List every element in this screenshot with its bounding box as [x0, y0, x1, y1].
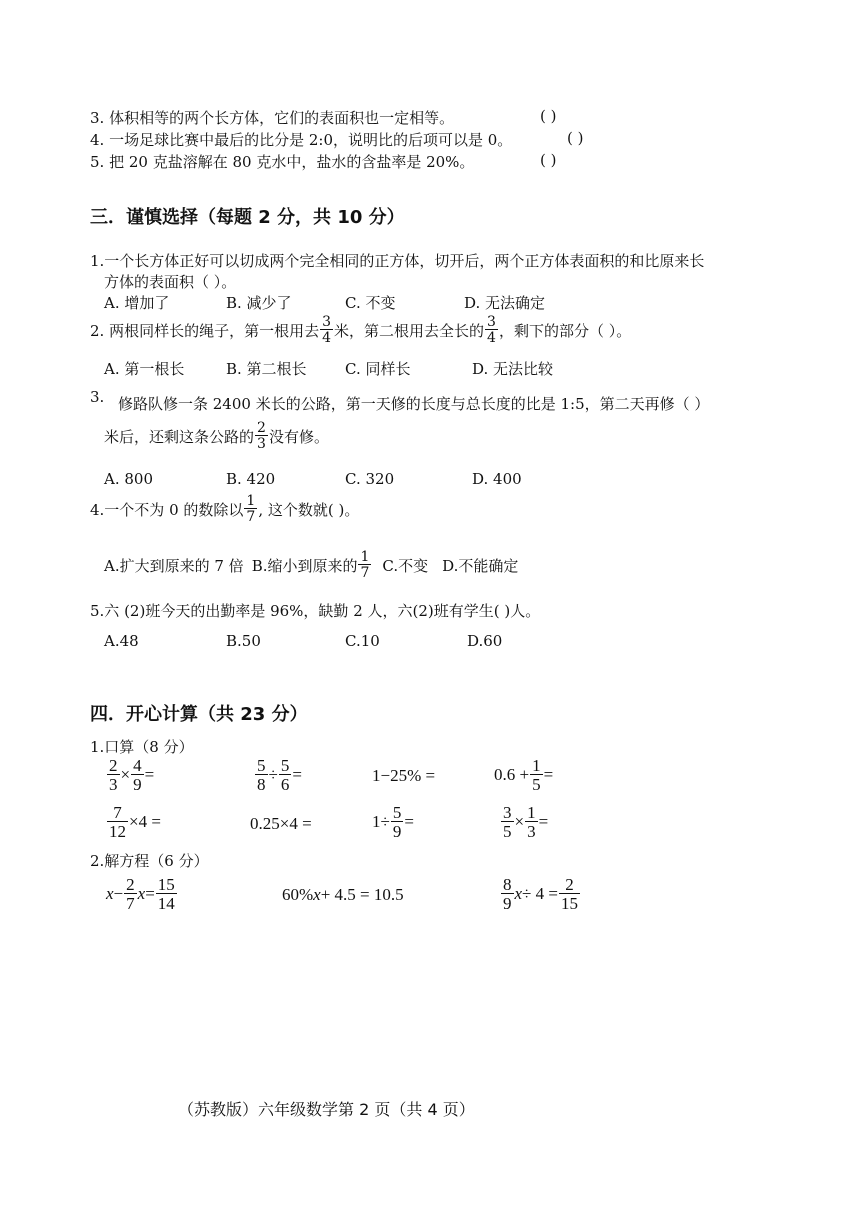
- oral-item-g-pre: 1÷: [372, 812, 390, 831]
- numerator: 7: [113, 803, 122, 822]
- variable: x: [137, 884, 146, 903]
- fraction: [501, 876, 514, 912]
- denominator: 3: [527, 822, 536, 841]
- fraction: [525, 804, 538, 840]
- denominator: 14: [157, 894, 175, 913]
- denominator: 4: [487, 330, 496, 346]
- q5-option-b[interactable]: B.50: [226, 632, 261, 650]
- q5-option-d[interactable]: D.60: [467, 632, 503, 650]
- q3-option-a[interactable]: A. 800: [104, 470, 153, 488]
- equals: =: [543, 765, 554, 784]
- operator: ×: [120, 765, 131, 784]
- q3-pre2: 米后，还剩这条公路的: [104, 427, 255, 446]
- numerator: 3: [487, 314, 496, 330]
- q4-option-c[interactable]: C.不变: [382, 556, 429, 575]
- denominator: 5: [503, 822, 512, 841]
- q4-options: [104, 550, 518, 580]
- oral-item-a: [106, 757, 154, 793]
- numerator: 8: [503, 875, 512, 894]
- equals: =: [538, 812, 549, 831]
- fraction: [156, 876, 177, 912]
- q2-option-d[interactable]: D. 无法比较: [472, 360, 554, 378]
- q1-option-b[interactable]: B. 减少了: [226, 294, 292, 312]
- denominator: 5: [532, 775, 541, 794]
- tf-item-4: [90, 129, 512, 150]
- q4-stem: [90, 494, 359, 524]
- q2-option-b[interactable]: B. 第二根长: [226, 360, 307, 378]
- numerator: 5: [257, 756, 266, 775]
- equation-title: 2.解方程（6 分）: [90, 852, 209, 870]
- q3-post2: 没有修。: [268, 427, 329, 446]
- equation-2: [282, 885, 404, 905]
- numerator: 2: [126, 875, 135, 894]
- equals: =: [404, 812, 414, 831]
- section-3-title: 三．谨慎选择（每题 2 分，共 10 分）: [90, 207, 405, 228]
- fraction: [131, 757, 144, 793]
- numerator: 3: [322, 314, 332, 330]
- denominator: 3: [109, 775, 118, 794]
- page-footer: （苏教版）六年级数学第 2 页（共 4 页）: [178, 1100, 475, 1119]
- numerator: 1: [360, 549, 370, 565]
- numerator: 4: [133, 756, 142, 775]
- equals: =: [144, 765, 155, 784]
- equals: =: [145, 884, 155, 903]
- eq3-mid: ÷ 4 =: [522, 884, 558, 903]
- numerator: 3: [503, 803, 512, 822]
- numerator: 2: [257, 420, 266, 436]
- oral-item-b: [254, 757, 302, 793]
- denominator: 3: [257, 436, 266, 452]
- denominator: 15: [560, 894, 578, 913]
- fraction: [124, 876, 137, 912]
- tf-item-text: 5. 把 20 克盐溶解在 80 克水中，盐水的含盐率是 20%。: [90, 153, 475, 171]
- fraction: [559, 876, 580, 912]
- denominator: 8: [257, 775, 266, 794]
- q3-number: 3.: [90, 388, 105, 406]
- q4-option-a[interactable]: A.扩大到原来的 7 倍: [104, 556, 244, 575]
- fraction: [279, 757, 292, 793]
- q3-option-c[interactable]: C. 320: [345, 470, 395, 488]
- oral-calc-title: 1.口算（8 分）: [90, 738, 194, 756]
- fraction: [391, 804, 404, 840]
- numerator: 2: [109, 756, 118, 775]
- oral-item-e-post: ×4 =: [129, 812, 161, 831]
- q5-option-a[interactable]: A.48: [104, 632, 139, 650]
- numerator: 1: [246, 493, 256, 509]
- q3-fraction: [255, 421, 268, 451]
- equation-1: [106, 876, 178, 912]
- q3-line2: [104, 421, 329, 451]
- variable: x: [106, 884, 114, 903]
- tf-item-text: 3. 体积相等的两个长方体，它们的表面积也一定相等。: [90, 109, 455, 127]
- denominator: 9: [392, 822, 402, 841]
- numerator: 1: [527, 803, 536, 822]
- numerator: 5: [280, 756, 290, 775]
- fraction: [501, 804, 514, 840]
- q2-stem: [90, 315, 631, 345]
- q2-fraction-2: [485, 315, 498, 345]
- q2-option-c[interactable]: C. 同样长: [345, 360, 411, 378]
- q2-option-a[interactable]: A. 第一根长: [104, 360, 185, 378]
- q4-pre: 4.一个不为 0 的数除以: [90, 500, 244, 519]
- fraction: [255, 757, 268, 793]
- q1-option-a[interactable]: A. 增加了: [104, 294, 170, 312]
- q2-mid: 米，第二根用去全长的: [334, 321, 485, 340]
- q4-fraction: [244, 494, 257, 524]
- section-4-title: 四．开心计算（共 23 分）: [90, 704, 308, 725]
- q1-line1: 1.一个长方体正好可以切成两个完全相同的正方体，切开后，两个正方体表面积的和比原来长: [90, 252, 705, 270]
- tf-item-3-bracket[interactable]: ( ): [540, 107, 557, 125]
- oral-item-d: [494, 757, 553, 793]
- q4-post: , 这个数就( )。: [258, 500, 360, 519]
- eq2-post: + 4.5 = 10.5: [320, 885, 404, 904]
- q4-option-b-text: B.缩小到原来的: [251, 556, 358, 575]
- fraction: [530, 757, 543, 793]
- fraction: [107, 804, 128, 840]
- numerator: 1: [532, 756, 541, 775]
- numerator: 2: [565, 875, 574, 894]
- q2-post: ，剩下的部分（ ）。: [498, 321, 632, 340]
- oral-item-g: [372, 804, 414, 840]
- q2-fraction-1: [320, 315, 333, 345]
- denominator: 9: [503, 894, 512, 913]
- q3-option-b[interactable]: B. 420: [226, 470, 276, 488]
- tf-item-4-bracket[interactable]: ( ): [567, 129, 584, 147]
- q3-option-d[interactable]: D. 400: [472, 470, 522, 488]
- denominator: 9: [133, 775, 142, 794]
- operator: ÷: [268, 765, 278, 784]
- equals: =: [292, 765, 302, 784]
- q4-option-b-fraction: [358, 550, 371, 580]
- numerator: 5: [392, 803, 402, 822]
- q2-pre: 2. 两根同样长的绳子，第一根用去: [90, 321, 320, 340]
- oral-item-h: [500, 804, 548, 840]
- variable: x: [514, 884, 523, 903]
- tf-item-3: [90, 107, 454, 128]
- oral-item-c: 1−25% =: [372, 766, 436, 785]
- eq2-pre: 60%: [282, 885, 314, 904]
- numerator: 15: [157, 875, 175, 894]
- denominator: 7: [246, 509, 256, 525]
- denominator: 4: [322, 330, 332, 346]
- oral-item-e: [106, 804, 161, 840]
- denominator: 7: [126, 894, 135, 913]
- fraction: [107, 757, 120, 793]
- denominator: 7: [360, 565, 370, 581]
- tf-item-5: [90, 151, 474, 172]
- denominator: 12: [109, 822, 126, 841]
- q3-line1: 修路队修一条 2400 米长的公路，第一天修的长度与总长度的比是 1:5，第二天再修（ ）: [118, 395, 710, 413]
- oral-item-d-pre: 0.6 +: [494, 765, 530, 784]
- oral-item-f: 0.25×4 =: [250, 814, 312, 833]
- operator: ×: [514, 812, 525, 831]
- operator: −: [113, 884, 124, 903]
- equation-3: [500, 876, 581, 912]
- q1-line2: 方体的表面积（ ）。: [104, 273, 237, 291]
- q4-option-d[interactable]: D.不能确定: [442, 556, 519, 575]
- denominator: 6: [280, 775, 290, 794]
- tf-item-text: 4. 一场足球比赛中最后的比分是 2:0，说明比的后项可以是 0。: [90, 131, 513, 149]
- q1-option-c[interactable]: C. 不变: [345, 294, 396, 312]
- q1-option-d[interactable]: D. 无法确定: [464, 294, 546, 312]
- tf-item-5-bracket[interactable]: ( ): [540, 151, 557, 169]
- q5-option-c[interactable]: C.10: [345, 632, 380, 650]
- variable: x: [313, 885, 321, 904]
- q5-stem: 5.六 (2)班今天的出勤率是 96%，缺勤 2 人，六(2)班有学生( )人。: [90, 602, 541, 620]
- q4-option-b[interactable]: [252, 550, 373, 580]
